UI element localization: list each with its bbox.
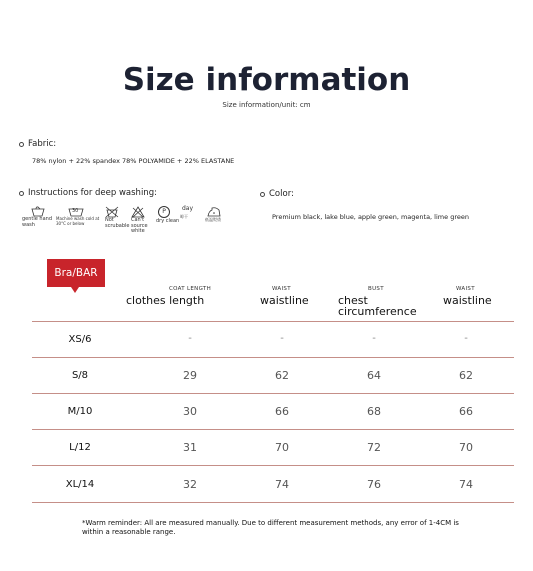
row-value: 74 — [459, 478, 473, 491]
care-item-day — [180, 206, 202, 220]
col-header-small: WAIST — [456, 286, 475, 292]
care-item-machine-wash — [56, 206, 100, 226]
row-value: 62 — [275, 369, 289, 382]
row-divider — [32, 393, 514, 394]
care-text: Can't source white — [131, 217, 148, 234]
row-value: 32 — [183, 478, 197, 491]
row-value: 31 — [183, 441, 197, 454]
care-text: gentle hand wash — [22, 216, 53, 228]
row-size: L/12 — [69, 442, 91, 453]
iron-low-icon — [207, 206, 221, 217]
row-size: XL/14 — [65, 479, 95, 490]
col-header-small: COAT LENGTH — [169, 286, 212, 292]
care-text: Machine wash cold at 30°C or below — [56, 216, 100, 226]
warm-reminder-note: *Warm reminder: All are measured manually. Due to different measurement methods, any error of 1-4CM is within a reasonable range. — [82, 519, 459, 536]
col-header-1 — [126, 286, 226, 306]
row-value: 30 — [183, 405, 197, 418]
fabric-text: 78% nylon + 22% spandex 78% POLYAMIDE + 22% ELASTANE — [32, 157, 235, 165]
bullet-icon — [19, 142, 24, 147]
row-value: 62 — [459, 369, 473, 382]
row-size: M/10 — [67, 406, 93, 417]
row-value: - — [372, 333, 376, 344]
row-value: 72 — [367, 441, 381, 454]
page-title: Size information — [122, 62, 411, 98]
row-divider — [32, 321, 514, 322]
row-value: 66 — [275, 405, 289, 418]
row-divider — [32, 502, 514, 503]
row-value: - — [280, 333, 284, 344]
row-divider — [32, 357, 514, 358]
care-icons-row — [22, 206, 232, 236]
col-header-4 — [443, 286, 523, 306]
care-text: dry clean — [156, 218, 180, 224]
row-value: 70 — [459, 441, 473, 454]
washing-section — [19, 188, 157, 198]
col-header-big: chest circumference — [338, 294, 417, 318]
badge-pointer — [71, 287, 79, 293]
col-header-big: waistline — [443, 294, 492, 307]
product-badge: Bra/BAR — [47, 259, 105, 287]
row-value: 74 — [275, 478, 289, 491]
row-value: 68 — [367, 405, 381, 418]
machine-wash-30-icon — [68, 206, 84, 217]
wash-temp: 30 — [72, 208, 79, 214]
row-divider — [32, 429, 514, 430]
row-value: 64 — [367, 369, 381, 382]
fabric-label: Fabric: — [28, 139, 57, 149]
col-header-big: waistline — [260, 294, 309, 307]
care-item-no-scrub — [105, 206, 130, 229]
bullet-icon — [260, 192, 265, 197]
bullet-icon — [19, 191, 24, 196]
row-value: 76 — [367, 478, 381, 491]
tumble-dry-icon: day — [182, 205, 194, 212]
washing-label: Instructions for deep washing: — [28, 188, 157, 198]
row-value: 66 — [459, 405, 473, 418]
col-header-3 — [338, 286, 428, 317]
care-item-no-bleach — [131, 206, 155, 235]
col-header-small: WAIST — [272, 286, 291, 292]
care-item-iron — [205, 206, 229, 224]
row-divider — [32, 465, 514, 466]
row-size: XS/6 — [68, 334, 92, 345]
col-header-small: BUST — [368, 286, 384, 292]
col-header-2 — [260, 286, 340, 306]
dry-clean-icon: P — [158, 206, 170, 218]
row-value: - — [188, 333, 192, 344]
fabric-section — [19, 139, 56, 149]
row-value: 70 — [275, 441, 289, 454]
care-text: Not scrubable — [105, 217, 130, 229]
row-size: S/8 — [71, 370, 89, 381]
color-section — [260, 189, 294, 199]
color-label: Color: — [269, 189, 294, 199]
color-text: Premium black, lake blue, apple green, magenta, lime green — [272, 213, 469, 221]
col-header-big: clothes length — [126, 294, 205, 307]
care-text: 晾干 — [180, 213, 188, 219]
care-text: 低温熨烫 — [205, 217, 221, 222]
row-value: 29 — [183, 369, 197, 382]
page-subtitle: Size information/unit: cm — [222, 101, 311, 109]
care-item-hand-wash — [22, 206, 54, 228]
row-value: - — [464, 333, 468, 344]
